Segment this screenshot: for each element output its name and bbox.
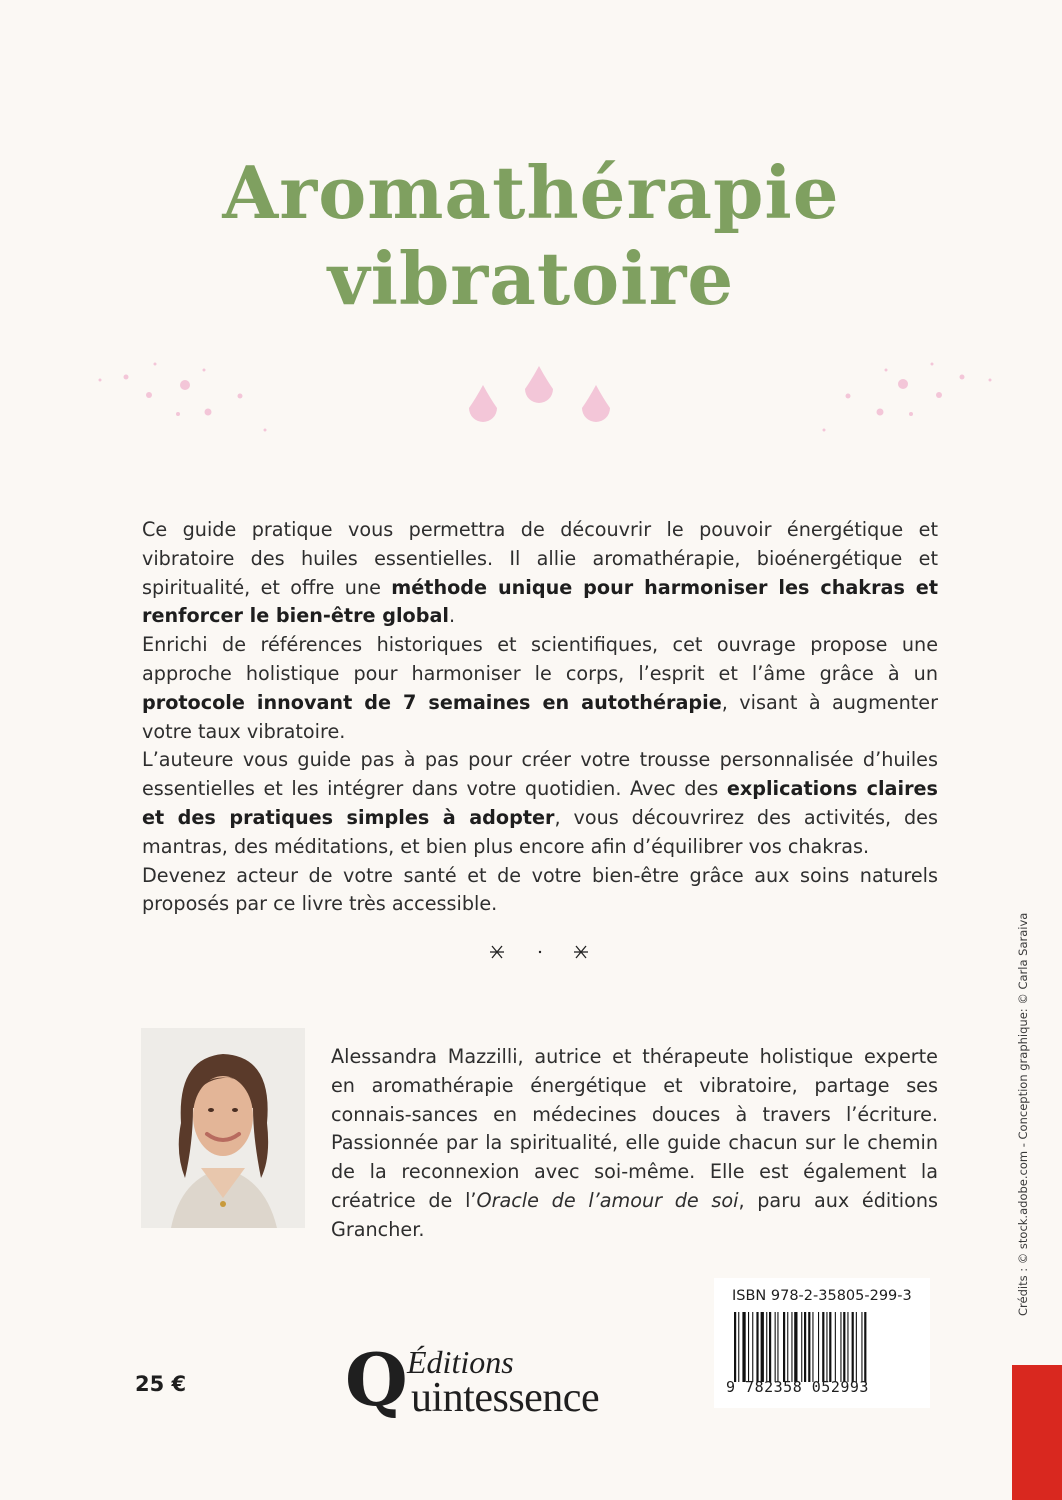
description-highlight: explications claires et des pratiques simples à adopter	[142, 777, 938, 829]
spine-color-tab	[1012, 1365, 1062, 1500]
barcode-bar	[804, 1312, 806, 1382]
book-reference: Oracle de l’amour de soi	[476, 1188, 739, 1212]
barcode-bar	[783, 1312, 785, 1382]
bio-text: , paru aux éditions Grancher.	[331, 1188, 938, 1241]
bio-paragraph	[331, 1043, 938, 1245]
sparkle-dot	[154, 363, 157, 366]
sparkle-dots-right	[823, 363, 992, 432]
barcode-box	[714, 1278, 930, 1408]
description-text: .	[448, 604, 456, 628]
dot-icon	[539, 951, 541, 953]
sparkle-dot	[823, 429, 826, 432]
credits-text: Crédits : © stock.adobe.com - Conception graphique: © Carla Saraiva	[1016, 912, 1030, 1316]
sparkle-dot	[238, 394, 243, 399]
publisher-logo	[345, 1337, 635, 1425]
barcode-bar	[812, 1312, 813, 1382]
description-text: , vous découvrirez des activités, des mantras, des méditations, et bien plus encore afin d’équilibrer vos chakras.	[142, 805, 938, 858]
sparkle-dot	[846, 394, 851, 399]
sparkle-dot	[99, 379, 102, 382]
sparkle-dot	[146, 392, 152, 398]
barcode-bar	[756, 1312, 758, 1382]
bio-text: Alessandra Mazzilli, autrice et thérapeute holistique experte en aromathérapie énergétique et vibratoire, partage ses connais-sances en médecines douces à travers l’écriture. Passionnée par la spiritualité, elle guide chacun sur le chemin de la reconnexion avec soi-même. Elle est également la créatrice de l’	[331, 1045, 938, 1212]
barcode-bar	[861, 1312, 862, 1382]
sparkle-dot	[960, 375, 965, 380]
title-line-1: Aromathérapie	[222, 150, 840, 235]
barcode-bar	[835, 1312, 836, 1382]
barcode-bar	[808, 1312, 810, 1382]
barcode-bar	[777, 1312, 778, 1382]
isbn-label: ISBN 978-2-35805-299-3	[732, 1288, 912, 1304]
barcode-bar	[761, 1312, 764, 1382]
sparkle-dot	[124, 375, 129, 380]
barcode-bar	[864, 1312, 866, 1382]
author-bio	[331, 1043, 938, 1245]
barcode-bar	[738, 1312, 739, 1382]
description-text: Ce guide pratique vous permettra de découvrir le pouvoir énergétique et vibratoire des huiles essentielles. Il allie aromathérapie, bioénergétique et spiritualité, et offre une	[142, 518, 938, 599]
book-description	[142, 516, 938, 919]
barcode-bar	[794, 1312, 797, 1382]
drop-icon	[469, 385, 497, 422]
description-text: , visant à augmenter votre taux vibratoire.	[142, 690, 938, 743]
barcode-bar	[829, 1312, 831, 1382]
star-divider	[480, 940, 600, 964]
author-portrait	[141, 1028, 305, 1228]
description-text: L’auteure vous guide pas à pas pour créer votre trousse personnalisée d’huiles essentielles et les intégrer dans votre quotidien. Avec des	[142, 748, 938, 801]
sparkle-dot	[176, 412, 180, 416]
author-photo	[141, 1028, 305, 1228]
sparkle-dot	[205, 409, 212, 416]
description-paragraph	[142, 516, 938, 631]
sparkle-dot	[936, 392, 942, 398]
description-paragraph: Devenez acteur de votre santé et de votre bien-être grâce aux soins naturels proposés par ce livre très accessible.	[142, 863, 938, 916]
sparkle-dots-left	[99, 363, 267, 432]
sparkle-dot	[989, 379, 992, 382]
barcode-bar	[752, 1312, 753, 1382]
barcode-bar	[787, 1312, 788, 1382]
sparkle-dot	[909, 412, 913, 416]
sparkle-dot	[203, 369, 206, 372]
decorative-drops	[0, 350, 1062, 450]
description-paragraph	[142, 631, 938, 746]
barcode-bar	[822, 1312, 824, 1382]
barcode-bar	[852, 1312, 854, 1382]
title-line-2: vibratoire	[327, 236, 735, 321]
publisher-logo-initial: Q	[345, 1337, 408, 1422]
description-highlight: protocole innovant de 7 semaines en autothérapie	[142, 690, 722, 714]
sparkle-dot	[898, 379, 908, 389]
description-text: Enrichi de références historiques et scientifiques, cet ouvrage propose une approche holistique pour harmoniser le corps, l’esprit et l’âme grâce à un	[142, 633, 938, 685]
price: 25 €	[135, 1372, 187, 1396]
barcode-bar	[818, 1312, 819, 1382]
drop-icon	[525, 366, 553, 403]
star-icon	[490, 946, 504, 958]
barcode-bars	[734, 1312, 910, 1382]
barcode-bar	[766, 1312, 767, 1382]
sparkle-dot	[931, 363, 934, 366]
barcode-bar	[742, 1312, 745, 1382]
sparkle-dot	[180, 380, 190, 390]
barcode-bar	[775, 1312, 776, 1382]
ean-number: 9 782358 052993	[726, 1378, 869, 1396]
barcode-bar	[801, 1312, 802, 1382]
star-icon	[574, 946, 588, 958]
description-highlight: méthode unique pour harmoniser les chakras et renforcer le bien-être global	[142, 575, 938, 628]
drop-icon	[582, 385, 610, 422]
sparkle-dot	[885, 369, 888, 372]
sparkle-dot	[877, 409, 884, 416]
barcode-bar	[769, 1312, 771, 1382]
barcode-bar	[843, 1312, 845, 1382]
barcode-bar	[748, 1312, 749, 1382]
publisher-logo-top: Éditions	[407, 1344, 514, 1380]
book-title	[0, 150, 1062, 322]
publisher-logo-bottom: uintessence	[411, 1375, 600, 1421]
barcode-bar	[847, 1312, 848, 1382]
barcode-bar	[734, 1312, 736, 1382]
barcode-bar	[791, 1312, 792, 1382]
barcode-bar	[826, 1312, 827, 1382]
barcode-bar	[840, 1312, 841, 1382]
sparkle-dot	[264, 429, 267, 432]
barcode-bar	[856, 1312, 857, 1382]
description-paragraph	[142, 746, 938, 861]
